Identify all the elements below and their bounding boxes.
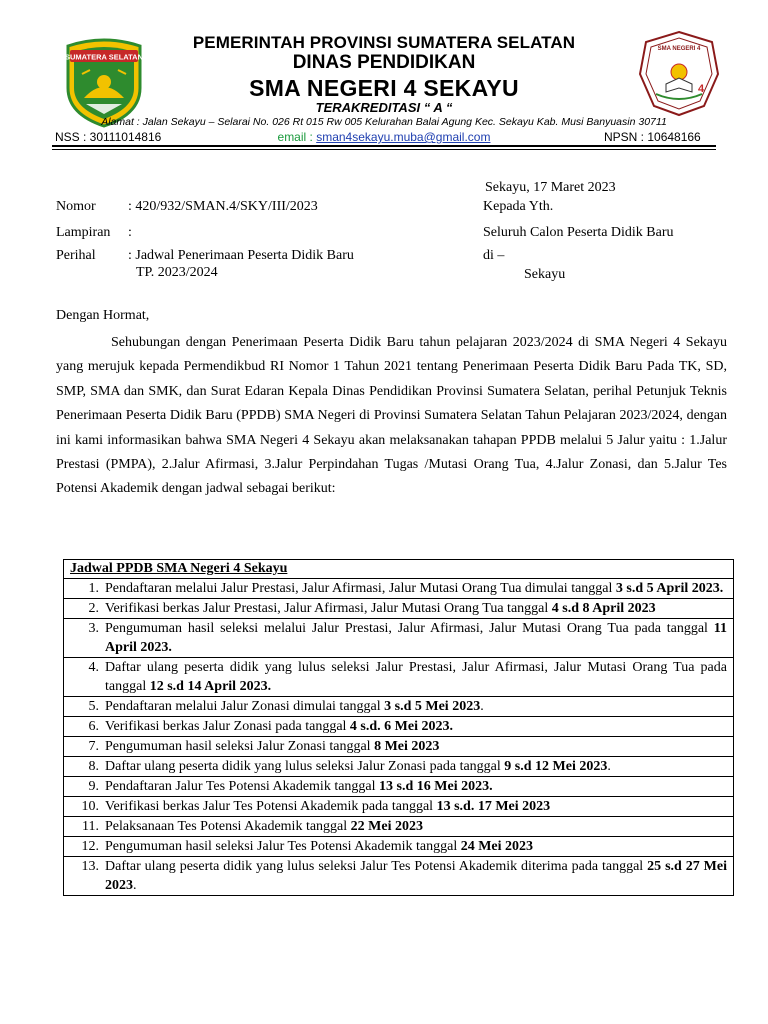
schedule-row-description: Daftar ulang peserta didik yang lulus seleksi Jalur Tes Potensi Akademik diterima pada tanggal xyxy=(105,859,648,874)
schedule-row-date: 11 April 2023. xyxy=(105,621,727,655)
schedule-row-description: Pelaksanaan Tes Potensi Akademik tanggal xyxy=(105,819,351,834)
schedule-rows xyxy=(64,579,733,895)
letterhead-accreditation: TERAKREDITASI “ A “ xyxy=(315,100,453,115)
schedule-row xyxy=(64,857,733,895)
schedule-row-text xyxy=(99,737,733,756)
lampiran-value: : xyxy=(128,225,132,240)
email-link[interactable]: sman4sekayu.muba@gmail.com xyxy=(316,130,491,144)
schedule-row-date: 3 s.d 5 April 2023. xyxy=(615,581,724,596)
schedule-row-text xyxy=(99,619,733,657)
schedule-row xyxy=(64,817,733,837)
schedule-row xyxy=(64,717,733,737)
schedule-row-text xyxy=(99,777,733,796)
schedule-row xyxy=(64,658,733,697)
schedule-row-description: Verifikasi berkas Jalur Prestasi, Jalur Afirmasi, Jalur Mutasi Orang Tua tanggal xyxy=(105,601,552,616)
schedule-row-tail: . xyxy=(480,699,484,714)
schedule-row-number: 1. xyxy=(88,581,99,596)
nomor-label: Nomor xyxy=(56,199,96,214)
schedule-row xyxy=(64,757,733,777)
schedule-row-number: 5. xyxy=(88,699,99,714)
letterhead-npsn: NPSN : 10648166 xyxy=(604,130,701,144)
email-label: email : xyxy=(277,130,317,144)
schedule-row-date: 13 s.d 16 Mei 2023. xyxy=(379,779,493,794)
recipient-line-1: Kepada Yth. xyxy=(483,199,554,214)
schedule-row xyxy=(64,797,733,817)
recipient-line-2: Seluruh Calon Peserta Didik Baru xyxy=(483,225,674,240)
schedule-row-text xyxy=(99,797,733,816)
lampiran-label: Lampiran xyxy=(56,225,111,240)
schedule-table xyxy=(63,559,734,896)
schedule-row xyxy=(64,599,733,619)
letterhead-address: Alamat : Jalan Sekayu – Selarai No. 026 Rt 015 Rw 005 Kelurahan Balai Agung Kec. Sekayu Kab. Musi Banyuasin 30711 xyxy=(101,116,667,128)
right-logo-text: SMA NEGERI 4 xyxy=(657,46,701,52)
schedule-row-date: 4 s.d 8 April 2023 xyxy=(551,601,656,616)
schedule-row-description: Verifikasi berkas Jalur Tes Potensi Akademik pada tanggal xyxy=(105,799,437,814)
schedule-row-text xyxy=(99,717,733,736)
schedule-row-text xyxy=(99,658,733,696)
place-date: Sekayu, 17 Maret 2023 xyxy=(485,180,616,195)
schedule-row-number: 6. xyxy=(88,719,99,734)
letterhead-divider-thick xyxy=(52,145,716,147)
schedule-row-text xyxy=(99,697,733,716)
schedule-row xyxy=(64,697,733,717)
schedule-row-number: 2. xyxy=(88,601,99,616)
letterhead-province: PEMERINTAH PROVINSI SUMATERA SELATAN xyxy=(192,33,576,52)
nomor-value: : 420/932/SMAN.4/SKY/III/2023 xyxy=(128,199,318,214)
schedule-row-date: 22 Mei 2023 xyxy=(350,819,423,834)
schedule-row-number: 8. xyxy=(88,759,99,774)
schedule-row-number: 11. xyxy=(82,819,99,834)
schedule-row-number: 4. xyxy=(88,660,99,675)
schedule-row-tail: . xyxy=(133,878,137,893)
letterhead-divider-thin xyxy=(52,149,716,150)
schedule-row-date: 12 s.d 14 April 2023. xyxy=(149,679,272,694)
perihal-label: Perihal xyxy=(56,248,96,263)
schedule-row-number: 12. xyxy=(81,839,99,854)
schedule-row xyxy=(64,837,733,857)
schedule-row xyxy=(64,579,733,599)
svg-text:4: 4 xyxy=(698,83,705,95)
schedule-row-date: 8 Mei 2023 xyxy=(374,739,440,754)
schedule-row-text xyxy=(99,757,733,776)
recipient-line-4: Sekayu xyxy=(524,267,566,282)
letterhead-school-name: SMA NEGERI 4 SEKAYU xyxy=(249,75,519,101)
schedule-row-description: Pendaftaran Jalur Tes Potensi Akademik tanggal xyxy=(105,779,380,794)
schedule-row-description: Daftar ulang peserta didik yang lulus seleksi Jalur Zonasi pada tanggal xyxy=(105,759,505,774)
schedule-row-text xyxy=(99,817,733,836)
schedule-row xyxy=(64,777,733,797)
left-logo-text: SUMATERA SELATAN xyxy=(64,52,144,62)
schedule-row-description: Pendaftaran melalui Jalur Zonasi dimulai tanggal xyxy=(105,699,385,714)
schedule-row-description: Pengumuman hasil seleksi melalui Jalur Prestasi, Jalur Afirmasi, Jalur Mutasi Orang Tua pada tanggal xyxy=(105,621,714,636)
greeting: Dengan Hormat, xyxy=(56,308,150,323)
schedule-row-text xyxy=(99,599,733,618)
schedule-row-number: 10. xyxy=(81,799,99,814)
schedule-row-date: 9 s.d 12 Mei 2023 xyxy=(504,759,608,774)
perihal-value: : Jadwal Penerimaan Peserta Didik Baru xyxy=(128,248,354,263)
schedule-row-text xyxy=(99,857,733,895)
schedule-row-text xyxy=(99,837,733,856)
schedule-row-description: Daftar ulang peserta didik yang lulus seleksi Jalur Prestasi, Jalur Afirmasi, Jalur Mutasi Orang Tua pada tanggal xyxy=(105,660,727,694)
schedule-row-description: Verifikasi berkas Jalur Zonasi pada tanggal xyxy=(105,719,350,734)
schedule-row-tail: . xyxy=(607,759,611,774)
schedule-row-description: Pendaftaran melalui Jalur Prestasi, Jalur Afirmasi, Jalur Mutasi Orang Tua dimulai tanggal xyxy=(105,581,616,596)
schedule-row-date: 4 s.d. 6 Mei 2023. xyxy=(349,719,453,734)
letterhead-nss: NSS : 30111014816 xyxy=(55,130,162,144)
schedule-row-description: Pengumuman hasil seleksi Jalur Zonasi tanggal xyxy=(105,739,375,754)
schedule-row-date: 13 s.d. 17 Mei 2023 xyxy=(436,799,551,814)
recipient-line-3: di – xyxy=(483,248,505,263)
schedule-row-text xyxy=(99,579,733,598)
schedule-row xyxy=(64,737,733,757)
schedule-row-number: 9. xyxy=(88,779,99,794)
body-paragraph: Sehubungan dengan Penerimaan Peserta Didik Baru tahun pelajaran 2023/2024 di SMA Negeri 4 Sekayu yang merujuk kepada Permendikbud RI Nomor 1 Tahun 2021 tentang Penerimaan Peserta Didik Baru Pada TK, SD, SMP, SMA dan SMK, dan Surat Edaran Kepala Dinas Pendidikan Provinsi Sumatera Selatan, perihal Petunjuk Teknis Penerimaan Peserta Didik Baru (PPDB) SMA Negeri di Provinsi Sumatera Selatan Tahun Pelajaran 2023/2024, dengan ini kami informasikan bahwa SMA Negeri 4 Sekayu akan melaksanakan tahapan PPDB melalui 5 Jalur yaitu : 1.Jalur Prestasi (PMPA), 2.Jalur Afirmasi, 3.Jalur Perpindahan Tugas /Mutasi Orang Tua, 4.Jalur Zonasi, dan 5.Jalur Tes Potensi Akademik dengan jadwal sebagai berikut: xyxy=(56,335,727,497)
perihal-value-line-2: TP. 2023/2024 xyxy=(136,265,218,280)
schedule-title: Jadwal PPDB SMA Negeri 4 Sekayu xyxy=(64,560,733,579)
schedule-row-date: 25 s.d 27 Mei 2023 xyxy=(105,859,727,893)
schedule-row-date: 3 s.d 5 Mei 2023 xyxy=(384,699,481,714)
schedule-row-date: 24 Mei 2023 xyxy=(460,839,534,854)
schedule-row-number: 3. xyxy=(88,621,99,636)
schedule-row xyxy=(64,619,733,658)
schedule-row-number: 7. xyxy=(88,739,99,754)
schedule-row-number: 13. xyxy=(81,859,99,874)
schedule-row-description: Pengumuman hasil seleksi Jalur Tes Potensi Akademik tanggal xyxy=(105,839,461,854)
letterhead-agency: DINAS PENDIDIKAN xyxy=(292,52,476,73)
